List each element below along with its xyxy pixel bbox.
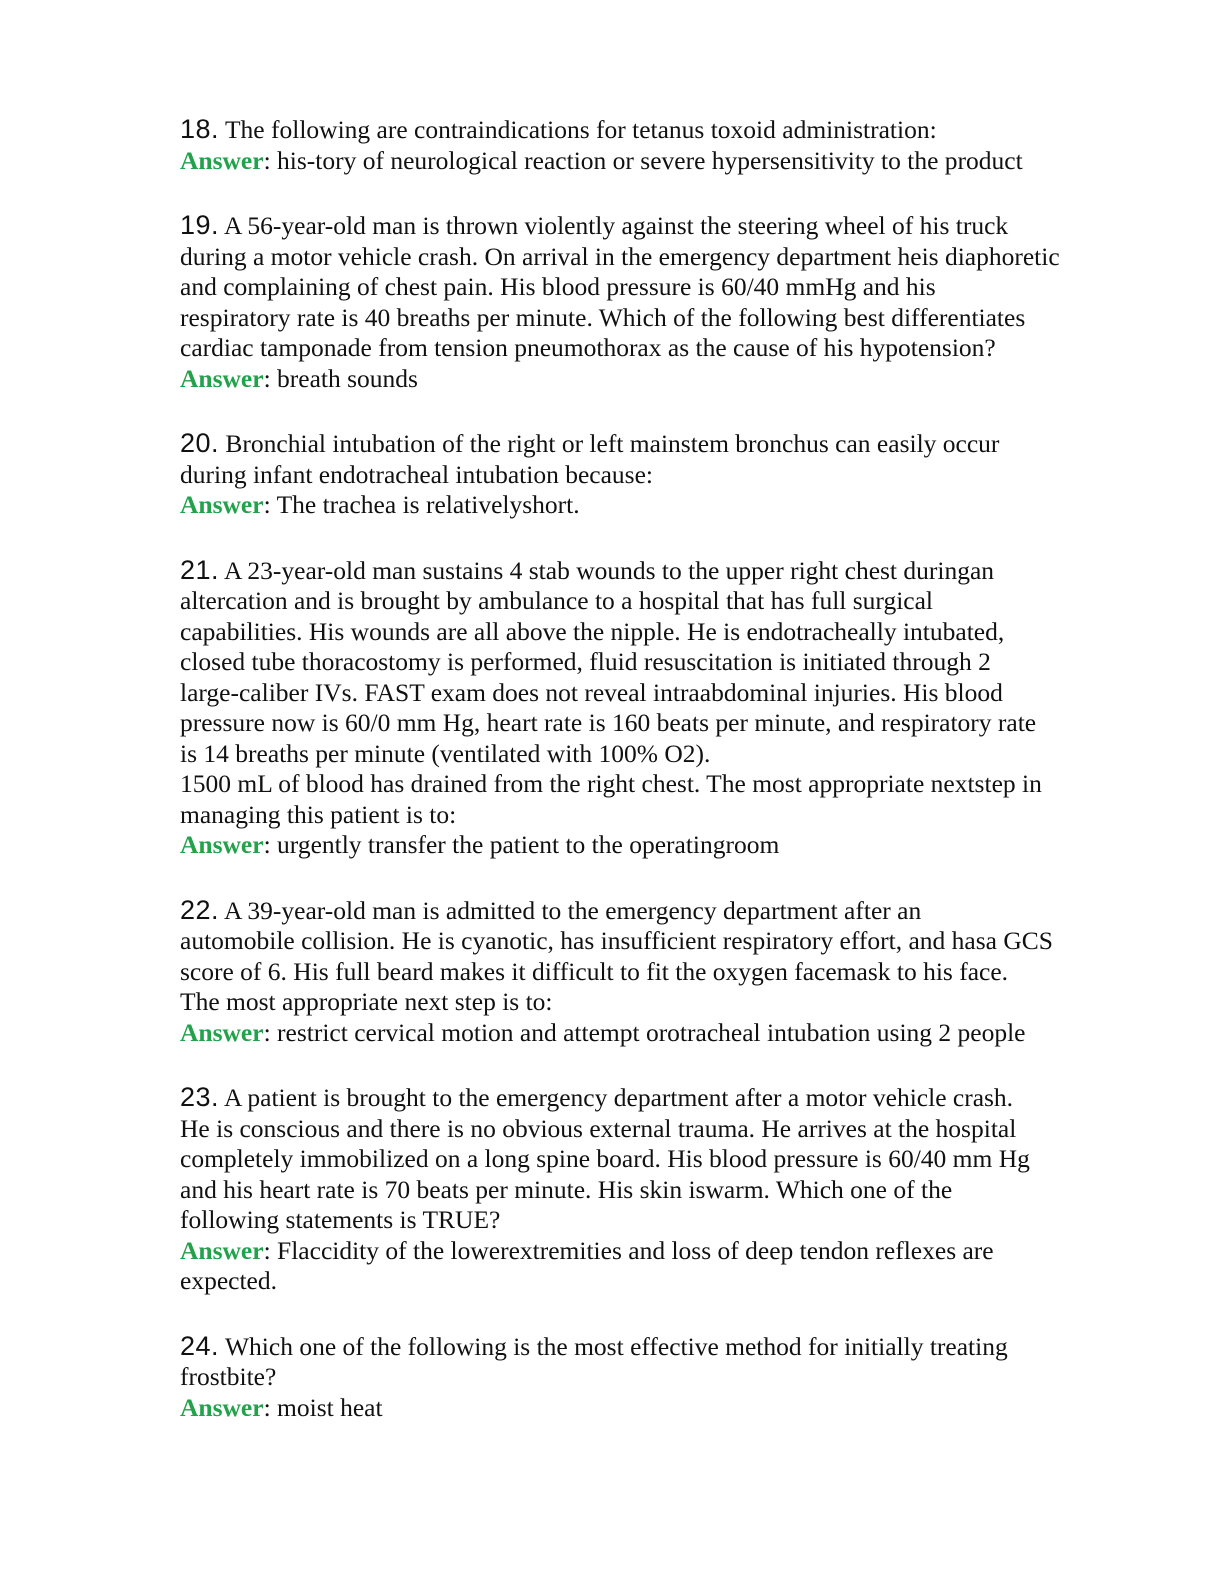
question-text: cardiac tamponade from tension pneumothorax as the cause of his hypotension? bbox=[180, 333, 996, 362]
question-text: Which one of the following is the most effective method for initially treating bbox=[224, 1331, 1008, 1361]
question-number: 22. bbox=[180, 894, 220, 925]
answer-label: Answer bbox=[180, 1235, 264, 1265]
question-text-line bbox=[180, 210, 1125, 242]
question-block bbox=[180, 114, 1125, 176]
answer-text: : The trachea is relativelyshort. bbox=[263, 490, 580, 519]
answer-line bbox=[180, 1266, 1125, 1297]
answer-line bbox=[180, 490, 1125, 521]
answer-text: expected. bbox=[180, 1266, 277, 1295]
answer-line bbox=[180, 1393, 1125, 1424]
question-text: The most appropriate next step is to: bbox=[180, 987, 553, 1016]
question-text-line bbox=[180, 678, 1125, 709]
document-page bbox=[180, 114, 1125, 1457]
question-text-line bbox=[180, 895, 1125, 927]
question-text-line bbox=[180, 739, 1125, 770]
question-text: and his heart rate is 70 beats per minute. His skin iswarm. Which one of the bbox=[180, 1174, 953, 1204]
question-text: 1500 mL of blood has drained from the right chest. The most appropriate nextstep in bbox=[180, 769, 1042, 798]
answer-text: : urgently transfer the patient to the operatingroom bbox=[263, 830, 780, 859]
question-text-line bbox=[180, 957, 1125, 988]
question-text: closed tube thoracostomy is performed, fluid resuscitation is initiated through 2 bbox=[180, 647, 991, 676]
question-text: managing this patient is to: bbox=[180, 799, 457, 829]
answer-label: Answer bbox=[180, 1017, 264, 1047]
question-text: during infant endotracheal intubation because: bbox=[180, 459, 653, 489]
question-text-line bbox=[180, 586, 1125, 617]
answer-label: Answer bbox=[180, 363, 264, 393]
answer-line bbox=[180, 1018, 1125, 1049]
question-text-line bbox=[180, 1362, 1125, 1393]
question-text-line bbox=[180, 428, 1125, 460]
answer-label: Answer bbox=[180, 830, 264, 859]
question-text: and complaining of chest pain. His blood pressure is 60/40 mmHg and his bbox=[180, 272, 936, 301]
answer-line bbox=[180, 1236, 1125, 1267]
question-text-line bbox=[180, 617, 1125, 648]
question-text: The following are contraindications for tetanus toxoid administration: bbox=[224, 115, 937, 144]
answer-label: Answer bbox=[180, 145, 264, 175]
question-text: Bronchial intubation of the right or left mainstem bronchus can easily occur bbox=[225, 429, 1000, 458]
question-text-line bbox=[180, 1205, 1125, 1236]
question-text-line bbox=[180, 987, 1125, 1018]
answer-text: : restrict cervical motion and attempt orotracheal intubation using 2 people bbox=[263, 1017, 1026, 1047]
question-text: completely immobilized on a long spine board. His blood pressure is 60/40 mm Hg bbox=[180, 1144, 1030, 1173]
question-text: He is conscious and there is no obvious external trauma. He arrives at the hospital bbox=[180, 1113, 1017, 1143]
answer-label: Answer bbox=[180, 490, 264, 519]
question-text-line bbox=[180, 1144, 1125, 1175]
question-block bbox=[180, 210, 1125, 394]
question-text: A 56-year-old man is thrown violently against the steering wheel of his truck bbox=[224, 211, 1009, 240]
question-block bbox=[180, 1082, 1125, 1297]
question-text: frostbite? bbox=[180, 1362, 277, 1391]
question-text: respiratory rate is 40 breaths per minute. Which of the following best differentiates bbox=[180, 302, 1026, 332]
question-text: during a motor vehicle crash. On arrival in the emergency department heis diaphoretic bbox=[180, 241, 1060, 271]
question-number: 21. bbox=[180, 554, 220, 585]
question-text-line bbox=[180, 460, 1125, 491]
question-block bbox=[180, 1331, 1125, 1424]
question-text-line bbox=[180, 333, 1125, 364]
answer-line bbox=[180, 364, 1125, 395]
question-block bbox=[180, 555, 1125, 861]
question-block bbox=[180, 895, 1125, 1049]
question-number: 20. bbox=[180, 428, 220, 458]
question-text-line bbox=[180, 1175, 1125, 1206]
question-text: A 39-year-old man is admitted to the emergency department after an bbox=[224, 895, 922, 925]
question-text-line bbox=[180, 647, 1125, 678]
answer-label: Answer bbox=[180, 1392, 264, 1422]
question-text: following statements is TRUE? bbox=[180, 1205, 501, 1234]
question-text: score of 6. His full beard makes it difficult to fit the oxygen facemask to his face. bbox=[180, 956, 1009, 986]
answer-text: : moist heat bbox=[263, 1392, 383, 1422]
question-text: automobile collision. He is cyanotic, has insufficient respiratory effort, and hasa GCS bbox=[180, 926, 1053, 955]
question-text: A 23-year-old man sustains 4 stab wounds to the upper right chest duringan bbox=[224, 555, 995, 585]
question-text: pressure now is 60/0 mm Hg, heart rate is 160 beats per minute, and respiratory rate bbox=[180, 708, 1037, 737]
question-text-line bbox=[180, 1082, 1125, 1114]
question-text-line bbox=[180, 769, 1125, 800]
question-text: altercation and is brought by ambulance to a hospital that has full surgical bbox=[180, 586, 933, 615]
question-text: A patient is brought to the emergency department after a motor vehicle crash. bbox=[224, 1083, 1014, 1112]
question-number: 23. bbox=[180, 1082, 220, 1112]
question-text-line bbox=[180, 242, 1125, 273]
question-number: 19. bbox=[180, 210, 220, 240]
question-text-line bbox=[180, 708, 1125, 739]
question-text-line bbox=[180, 272, 1125, 303]
question-text-line bbox=[180, 114, 1125, 146]
question-text-line bbox=[180, 1331, 1125, 1363]
question-text: large-caliber IVs. FAST exam does not reveal intraabdominal injuries. His blood bbox=[180, 677, 1003, 707]
question-text: capabilities. His wounds are all above the nipple. He is endotracheally intubated, bbox=[180, 616, 1005, 646]
question-block bbox=[180, 428, 1125, 521]
answer-text: : Flaccidity of the lowerextremities and loss of deep tendon reflexes are bbox=[263, 1235, 994, 1265]
question-text-line bbox=[180, 1114, 1125, 1145]
answer-line bbox=[180, 830, 1125, 861]
answer-text: : his-tory of neurological reaction or severe hypersensitivity to the product bbox=[263, 145, 1023, 175]
question-text: is 14 breaths per minute (ventilated with 100% O2). bbox=[180, 738, 711, 768]
answer-line bbox=[180, 146, 1125, 177]
question-number: 18. bbox=[180, 114, 220, 144]
question-text-line bbox=[180, 303, 1125, 334]
question-text-line bbox=[180, 800, 1125, 831]
answer-text: : breath sounds bbox=[263, 363, 418, 393]
question-number: 24. bbox=[180, 1330, 220, 1361]
question-text-line bbox=[180, 926, 1125, 957]
question-text-line bbox=[180, 555, 1125, 587]
